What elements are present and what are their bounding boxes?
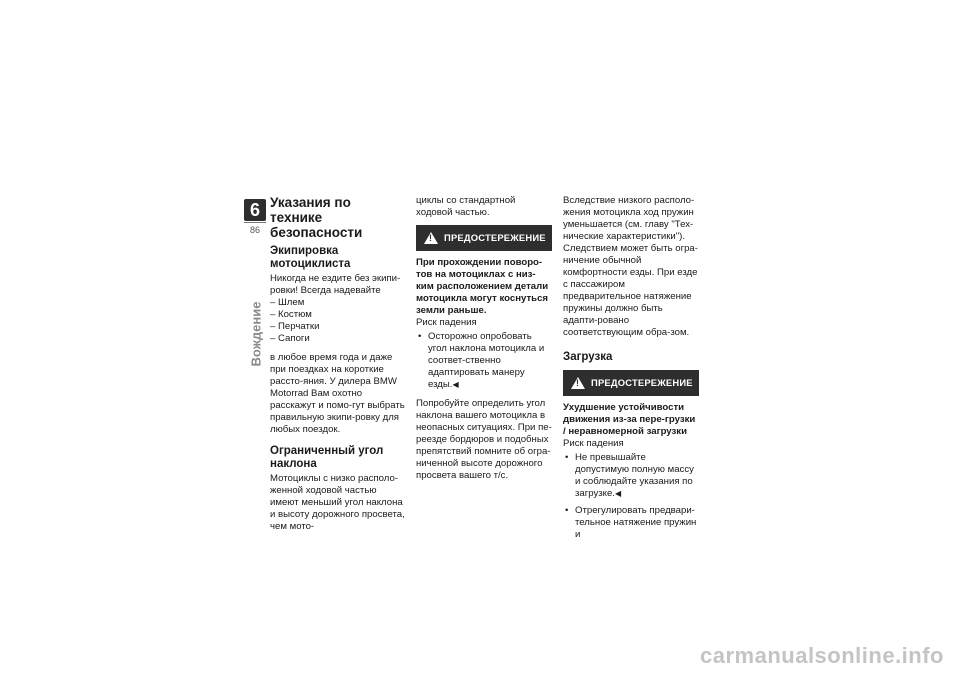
paragraph-equipment: Никогда не ездите без экипи-ровки! Всегда надевайте: [270, 273, 401, 296]
paragraph-springs: Вследствие низкого располо-жения мотоцикла ход пружин уменьшается (см. главу "Тех-нические характеристики"). Следствием может быть огра-ничение обычной комфортности езды. При езде с пассажиром предварительное натяжение пружины должно быть адапти-ровано соответствующим обра-зом.: [563, 195, 698, 338]
tab-divider: [244, 222, 266, 223]
bullet-item: • Отрегулировать предвари-тельное натяжение пружин и: [563, 505, 699, 541]
list-item: – Перчатки: [270, 321, 320, 332]
warning-triangle-icon: [424, 232, 438, 244]
paragraph-continuation: циклы со стандартной ходовой частью.: [416, 195, 516, 218]
chapter-number-tab: 6: [244, 199, 266, 221]
watermark: carmanualsonline.info: [700, 643, 944, 668]
warning-label: ПРЕДОСТЕРЕЖЕНИЕ: [591, 377, 693, 388]
warning-triangle-icon: [571, 377, 585, 389]
risk-label: Риск падения: [563, 438, 624, 449]
column-3: [563, 195, 699, 541]
bullet-item: [563, 452, 699, 500]
warning-text: При прохождении поворо-тов на мотоциклах с низ-ким расположением детали мотоцикла могут коснуться земли раньше.: [416, 257, 549, 316]
column-2: [416, 195, 552, 482]
column-1: [270, 195, 406, 533]
list-item: – Костюм: [270, 309, 312, 320]
section-title: Указания по технике безопасности: [270, 195, 363, 240]
chapter-name-vertical: Вождение: [248, 301, 264, 367]
heading-lean-angle: Ограниченный угол наклона: [270, 445, 384, 470]
warning-label: ПРЕДОСТЕРЕЖЕНИЕ: [444, 232, 546, 243]
paragraph-lean-angle: Мотоциклы с низко располо-женной ходовой частью имеют меньший угол наклона и высоту дорожного просвета, чем мото-: [270, 473, 405, 532]
warning-banner: [416, 225, 552, 251]
list-item: – Шлем: [270, 297, 305, 308]
list-item: – Сапоги: [270, 333, 310, 344]
page-number: 86: [249, 225, 260, 235]
end-mark-icon: ◀: [452, 380, 459, 389]
heading-equipment: Экипировка мотоциклиста: [270, 245, 351, 270]
risk-label: Риск падения: [416, 317, 477, 328]
warning-text: Ухудшение устойчивости движения из-за пере-грузки / неравномерной загрузки: [563, 402, 696, 437]
paragraph-try: Попробуйте определить угол наклона вашего мотоцикла в неопасных ситуациях. При пе-реезде бордюров и подобных препятствий помните об огра-ниченной высоте дорожного просвета вашего т/с.: [416, 398, 552, 481]
bullet-text: Не превышайте допустимую полную массу и соблюдайте указания по загрузке.: [575, 452, 694, 499]
bullet-text: Осторожно опробовать угол наклона мотоцикла и соответ-ственно адаптировать манеру езды.: [428, 331, 545, 390]
heading-load: Загрузка: [563, 351, 613, 363]
bullet-item: [416, 331, 552, 391]
paragraph-always: в любое время года и даже при поездках на короткие рассто-яния. У дилера BMW Motorrad Вам охотно расскажут и помо-гут выбрать правильную экипи-ровку для любых поездок.: [270, 352, 405, 435]
end-mark-icon: ◀: [614, 489, 622, 498]
warning-banner: [563, 370, 699, 396]
